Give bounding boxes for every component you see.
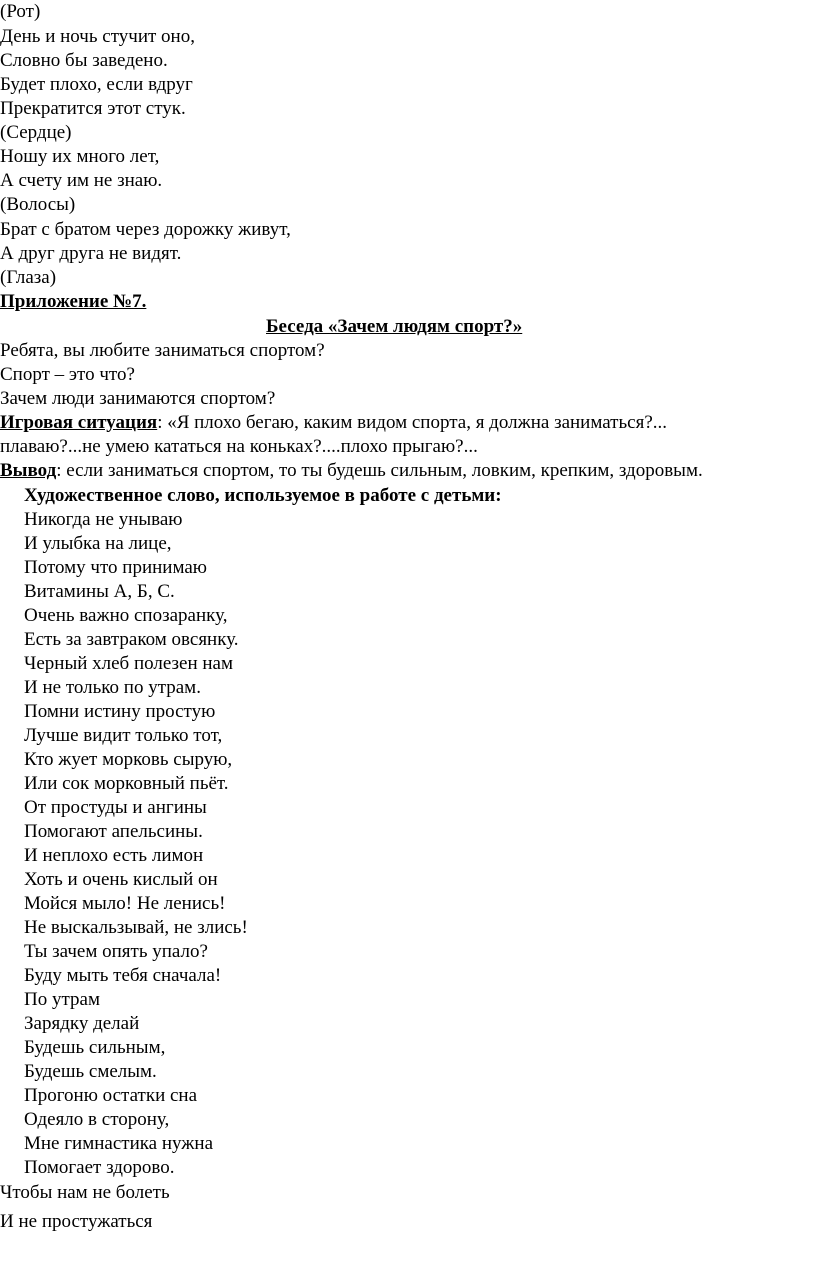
poem-line: И не только по утрам. <box>24 677 201 698</box>
game-situation <box>0 411 667 435</box>
riddle-line: Словно бы заведено. <box>0 50 168 71</box>
question-line: Ребята, вы любите заниматься спортом? <box>0 340 325 361</box>
poem-line: Ты зачем опять упало? <box>24 941 208 962</box>
riddle-answer: (Сердце) <box>0 122 72 143</box>
conclusion-text: : если заниматься спортом, то ты будешь сильным, ловким, крепким, здоровым. <box>56 460 703 481</box>
riddle-answer: (Рот) <box>0 1 41 22</box>
poem-line: Потому что принимаю <box>24 557 207 578</box>
poem-line: Черный хлеб полезен нам <box>24 653 234 674</box>
poem-line: От простуды и ангины <box>24 797 207 818</box>
poem-line: Буду мыть тебя сначала! <box>24 965 222 986</box>
poem-line: Не выскальзывай, не злись! <box>24 917 248 938</box>
poem-line: И улыбка на лице, <box>24 533 172 554</box>
poem-line: По утрам <box>24 989 100 1010</box>
question-line: Спорт – это что? <box>0 364 135 385</box>
poem-line: Хоть и очень кислый он <box>24 869 218 890</box>
conclusion <box>0 459 703 483</box>
appendix-heading: Приложение №7. <box>0 291 147 312</box>
poem-line: Очень важно спозаранку, <box>24 605 228 626</box>
poem-line: Прогоню остатки сна <box>24 1085 198 1106</box>
riddle-line: Ношу их много лет, <box>0 146 160 167</box>
riddle-answer: (Глаза) <box>0 267 57 288</box>
poem-line: Будешь смелым. <box>24 1061 157 1082</box>
riddle-line: Будет плохо, если вдруг <box>0 74 193 95</box>
riddle-line: Прекратится этот стук. <box>0 98 186 119</box>
riddle-line: Брат с братом через дорожку живут, <box>0 219 291 240</box>
question-line: Зачем люди занимаются спортом? <box>0 388 276 409</box>
poem-line: Или сок морковный пьёт. <box>24 773 229 794</box>
game-situation-text: : «Я плохо бегаю, каким видом спорта, я должна заниматься?... <box>157 412 667 433</box>
poem-line: Витамины А, Б, С. <box>24 581 175 602</box>
poem-line: Никогда не унываю <box>24 509 183 530</box>
final-line: Чтобы нам не болеть <box>0 1182 170 1203</box>
poem-line: Мойся мыло! Не ленись! <box>24 893 226 914</box>
game-situation-text-line2: плаваю?...не умею кататься на коньках?....плохо прыгаю?... <box>0 436 478 457</box>
poem-line: И неплохо есть лимон <box>24 845 204 866</box>
riddle-answer: (Волосы) <box>0 194 76 215</box>
riddle-line: День и ночь стучит оно, <box>0 26 195 47</box>
final-line: И не простужаться <box>0 1211 153 1232</box>
poem-line: Зарядку делай <box>24 1013 140 1034</box>
poem-line: Кто жует морковь сырую, <box>24 749 233 770</box>
conclusion-label: Вывод <box>0 460 57 481</box>
talk-title: Беседа «Зачем людям спорт?» <box>266 316 523 337</box>
poem-line: Помогают апельсины. <box>24 821 203 842</box>
poem-line: Мне гимнастика нужна <box>24 1133 214 1154</box>
poem-line: Лучше видит только тот, <box>24 725 223 746</box>
poem-line: Есть за завтраком овсянку. <box>24 629 239 650</box>
riddle-line: А счету им не знаю. <box>0 170 163 191</box>
poem-line: Помни истину простую <box>24 701 216 722</box>
poem-line: Будешь сильным, <box>24 1037 166 1058</box>
riddle-line: А друг друга не видят. <box>0 243 182 264</box>
game-situation-label: Игровая ситуация <box>0 412 158 433</box>
poems-heading: Художественное слово, используемое в работе с детьми: <box>24 485 502 506</box>
poem-line: Помогает здорово. <box>24 1157 175 1178</box>
poem-line: Одеяло в сторону, <box>24 1109 170 1130</box>
